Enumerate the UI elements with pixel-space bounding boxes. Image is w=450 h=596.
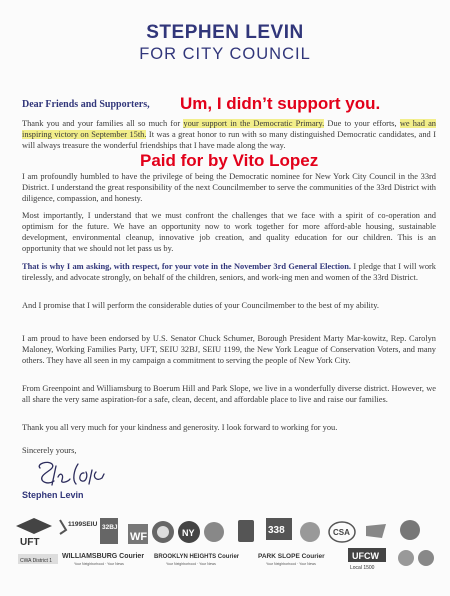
closing: Sincerely yours, <box>22 446 77 455</box>
endorsement-logo-strip <box>14 514 438 574</box>
vote-request-rest: I pledge that I will work tirelessly, and advocate strongly, on behalf of the children, seniors, and work-ing men and women of the 33rd District. <box>22 262 436 282</box>
williamsburg-courier-logo <box>62 553 144 566</box>
brooklyn-heights-courier-logo <box>154 554 240 566</box>
annotation-overlay-paid-for: Paid for by Vito Lopez <box>140 151 319 170</box>
csa-logo <box>329 522 355 542</box>
williamsburg-courier-tagline: Your Neighborhood · Your News <box>74 562 124 566</box>
local-338-logo <box>266 518 292 540</box>
vote-request-bold: That is why I am asking, with respect, for your vote in the November 3rd General Election. <box>22 262 351 271</box>
williamsburg-courier-logo-text: WILLIAMSBURG Courier <box>62 553 145 560</box>
signer-name: Stephen Levin <box>22 490 84 500</box>
office-heading: FOR CITY COUNCIL <box>139 45 311 63</box>
union-emblem-icon <box>366 524 386 538</box>
union-seal-icon-4 <box>400 520 420 540</box>
paragraph-thanks <box>22 119 436 152</box>
cwa-district-logo <box>18 554 58 564</box>
highlight-victory: we had an inspiring victory on September 15th. <box>22 119 436 139</box>
uft-logo-text: UFT <box>20 537 40 548</box>
seiu-1199-logo-text: 1199SEIU <box>68 521 98 528</box>
paragraph-thanks-text-a: Thank you and your families all so much for <box>22 119 184 128</box>
seiu-32bj-logo <box>100 518 118 544</box>
seiu-32bj-logo-text: 32BJ <box>102 524 118 531</box>
annotation-overlay-top: Um, I didn’t support you. <box>180 94 381 113</box>
working-families-logo-text: WF <box>130 531 148 543</box>
working-families-logo <box>128 524 148 544</box>
paragraph-district: From Greenpoint and Williamsburg to Boerum Hill and Park Slope, we live in a wonderfully diverse district. However, we all share the very same aspiration-for a safe, clean, decent, and affordable place to live and raise our families. <box>22 384 436 404</box>
union-seal-icon-6 <box>418 550 434 566</box>
paragraph-cooperation: Most importantly, I understand that we must confront the challenges that we face with a spirit of co-operation and optimism for the future. We have an opportunity now to work together for more afford-able housing, sustainable development, environmental cleanup, innovative job creation, and quality education for our children. This is an opportunity that we should not let pass us by. <box>22 211 436 253</box>
union-shield-icon <box>238 520 254 542</box>
park-slope-courier-logo <box>258 553 325 566</box>
ny-logo-text: NY <box>182 528 195 538</box>
brooklyn-heights-courier-tagline: Your Neighborhood · Your News <box>166 562 216 566</box>
paragraph-nominee: I am profoundly humbled to have the privilege of being the Democratic nominee for New York City Council in the 33rd District. I understand the great responsibility of the next Councilmember to serve the communities of the 33rd District with diligence, compassion, and honesty. <box>22 172 436 203</box>
candidate-name-heading: STEPHEN LEVIN <box>146 22 304 43</box>
local-338-logo-text: 338 <box>268 525 285 536</box>
brooklyn-heights-courier-logo-text: BROOKLYN HEIGHTS Courier <box>154 554 240 560</box>
paragraph-thanks-text-c: It was a great honor to run with so many distinguished Democratic candidates, and I will always treasure the wonderful friendships that I have made along the way. <box>22 129 436 150</box>
ufcw-logo <box>348 548 386 571</box>
park-slope-courier-tagline: Your Neighborhood · Your News <box>266 562 316 566</box>
cwa-district-logo-text: CWA District 1 <box>20 558 53 564</box>
paragraph-promise: And I promise that I will perform the considerable duties of your Councilmember to the best of my ability. <box>22 301 379 310</box>
paragraph-thank-you: Thank you all very much for your kindness and generosity. I look forward to working for you. <box>22 423 338 432</box>
paragraph-endorsements: I am proud to have been endorsed by U.S. Senator Chuck Schumer, Borough President Marty Mar-kowitz, Rep. Carolyn Maloney, Working Families Party, UFT, SEIU 32BJ, SEIU 1199, the New York League of Conservation Voters, and many others. They have all seen in my campaign a commitment to serving the people of New York City. <box>22 334 436 365</box>
ufcw-local-text: Local 1500 <box>350 565 375 571</box>
union-seal-icon-2 <box>204 522 224 542</box>
csa-logo-text: CSA <box>333 528 350 537</box>
paragraph-vote-request <box>22 262 436 284</box>
union-seal-icon-3 <box>300 522 320 542</box>
highlight-primary-support: your support in the Democratic Primary. <box>183 119 325 128</box>
seiu-1199-logo <box>60 520 98 534</box>
ufcw-logo-text: UFCW <box>352 551 379 561</box>
union-seal-icon-5 <box>398 550 414 566</box>
handwritten-signature <box>34 458 124 490</box>
park-slope-courier-logo-text: PARK SLOPE Courier <box>258 553 325 560</box>
ny-logo <box>178 521 200 543</box>
uft-logo <box>16 518 52 548</box>
paragraph-thanks-text-b: Due to your efforts, <box>324 119 400 128</box>
salutation: Dear Friends and Supporters, <box>22 99 150 110</box>
